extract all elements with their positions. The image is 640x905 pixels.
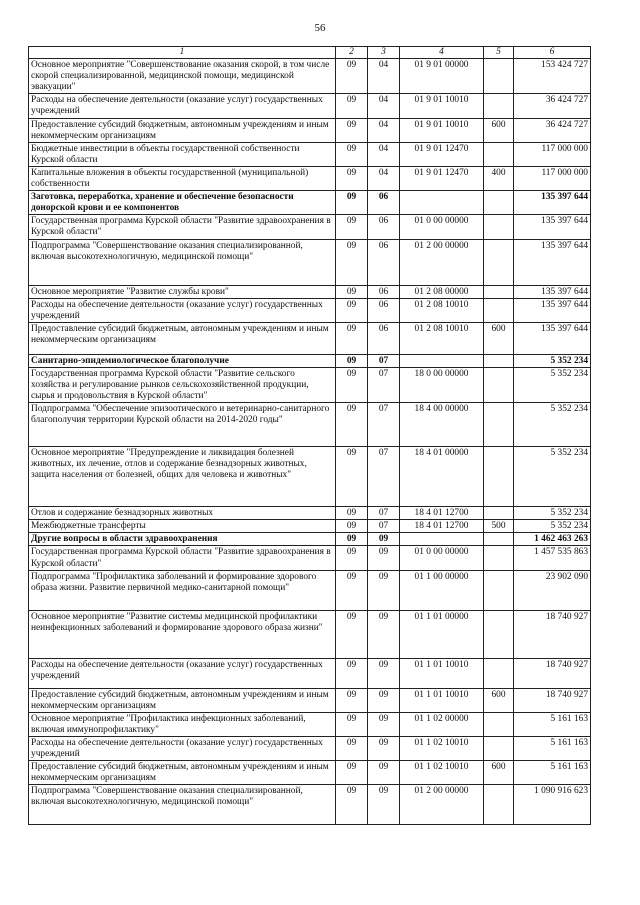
row-expense-type-cell [484,94,514,118]
row-subsection-cell: 07 [368,354,400,367]
row-subsection-cell: 07 [368,507,400,520]
row-subsection-cell: 06 [368,215,400,239]
row-expense-type-cell [484,570,514,610]
row-name-cell: Государственная программа Курской области "Развитие здравоохранения в Курской области" [29,215,336,239]
column-header-2: 2 [336,47,368,59]
row-name-cell: Государственная программа Курской области "Развитие сельского хозяйства и регулирование рынков сельскохозяйственной продукции, сырья и продовольствия в Курской области" [29,367,336,402]
row-expense-type-cell [484,215,514,239]
row-target-article-cell: 01 1 02 10010 [400,737,484,761]
row-amount-cell: 1 457 535 863 [514,546,591,570]
row-section-cell: 09 [336,403,368,447]
row-name-cell: Расходы на обеспечение деятельности (оказание услуг) государственных учреждений [29,94,336,118]
row-name-cell: Предоставление субсидий бюджетным, автономным учреждениям и иным некоммерческим организациям [29,761,336,785]
row-target-article-cell: 01 1 01 10010 [400,658,484,688]
row-section-cell: 09 [336,298,368,322]
row-subsection-cell: 06 [368,298,400,322]
row-amount-cell: 18 740 927 [514,688,591,712]
row-section-cell: 09 [336,546,368,570]
table-row [29,59,591,94]
row-target-article-cell: 01 9 01 12470 [400,142,484,166]
row-amount-cell: 5 352 234 [514,354,591,367]
row-amount-cell: 135 397 644 [514,322,591,354]
table-row [29,166,591,190]
row-expense-type-cell: 600 [484,118,514,142]
row-section-cell: 09 [336,658,368,688]
row-amount-cell: 18 740 927 [514,610,591,658]
row-amount-cell: 5 161 163 [514,712,591,736]
row-name-cell: Санитарно-эпидемиологическое благополучие [29,354,336,367]
row-subsection-cell: 09 [368,712,400,736]
row-section-cell: 09 [336,191,368,215]
row-target-article-cell: 18 4 01 00000 [400,447,484,507]
row-subsection-cell: 07 [368,367,400,402]
row-expense-type-cell [484,658,514,688]
row-target-article-cell: 01 2 00 00000 [400,785,484,825]
table-row [29,610,591,658]
row-amount-cell: 5 352 234 [514,447,591,507]
table-row [29,298,591,322]
row-expense-type-cell: 600 [484,322,514,354]
row-name-cell: Подпрограмма "Совершенствование оказания специализированной, включая высокотехнологичную, медицинской помощи" [29,785,336,825]
column-header-3: 3 [368,47,400,59]
table-row [29,118,591,142]
row-expense-type-cell [484,142,514,166]
row-target-article-cell: 01 2 08 10010 [400,298,484,322]
row-subsection-cell: 04 [368,166,400,190]
table-row [29,142,591,166]
row-section-cell: 09 [336,118,368,142]
table-header-row [29,47,591,59]
row-amount-cell: 135 397 644 [514,191,591,215]
row-expense-type-cell [484,367,514,402]
table-row [29,688,591,712]
row-name-cell: Межбюджетные трансферты [29,520,336,533]
table-row [29,546,591,570]
row-name-cell: Предоставление субсидий бюджетным, автономным учреждениям и иным некоммерческим организациям [29,118,336,142]
row-target-article-cell [400,191,484,215]
row-subsection-cell: 09 [368,610,400,658]
row-subsection-cell: 07 [368,520,400,533]
row-section-cell: 09 [336,520,368,533]
row-expense-type-cell [484,403,514,447]
table-row [29,367,591,402]
row-target-article-cell: 01 2 00 00000 [400,239,484,285]
table-row [29,354,591,367]
row-amount-cell: 1 462 463 263 [514,533,591,546]
row-section-cell: 09 [336,785,368,825]
row-target-article-cell: 01 1 02 10010 [400,761,484,785]
row-subsection-cell: 09 [368,570,400,610]
row-amount-cell: 135 397 644 [514,285,591,298]
table-row [29,737,591,761]
row-name-cell: Капитальные вложения в объекты государственной (муниципальной) собственности [29,166,336,190]
row-section-cell: 09 [336,215,368,239]
table-row [29,215,591,239]
row-subsection-cell: 09 [368,761,400,785]
row-section-cell: 09 [336,322,368,354]
row-amount-cell: 36 424 727 [514,118,591,142]
row-expense-type-cell [484,712,514,736]
row-section-cell: 09 [336,570,368,610]
row-section-cell: 09 [336,166,368,190]
row-amount-cell: 117 000 000 [514,142,591,166]
table-row [29,785,591,825]
row-expense-type-cell [484,546,514,570]
row-subsection-cell: 06 [368,285,400,298]
table-row [29,761,591,785]
table-body [29,59,591,825]
row-amount-cell: 23 902 090 [514,570,591,610]
row-name-cell: Основное мероприятие "Совершенствование оказания скорой, в том числе скорой специализированной, медицинской помощи, медицинской эвакуации" [29,59,336,94]
row-expense-type-cell: 500 [484,520,514,533]
table-row [29,94,591,118]
row-subsection-cell: 04 [368,94,400,118]
row-name-cell: Основное мероприятие "Развитие службы крови" [29,285,336,298]
row-target-article-cell [400,354,484,367]
row-amount-cell: 5 352 234 [514,520,591,533]
row-subsection-cell: 04 [368,59,400,94]
row-amount-cell: 36 424 727 [514,94,591,118]
row-section-cell: 09 [336,354,368,367]
row-subsection-cell: 09 [368,658,400,688]
row-target-article-cell: 01 9 01 10010 [400,94,484,118]
row-section-cell: 09 [336,94,368,118]
row-expense-type-cell: 600 [484,688,514,712]
row-expense-type-cell [484,239,514,285]
table-row [29,285,591,298]
row-expense-type-cell [484,737,514,761]
column-header-4: 4 [400,47,484,59]
row-amount-cell: 5 161 163 [514,737,591,761]
table-row [29,507,591,520]
row-subsection-cell: 09 [368,688,400,712]
row-name-cell: Другие вопросы в области здравоохранения [29,533,336,546]
table-row [29,658,591,688]
row-section-cell: 09 [336,507,368,520]
row-section-cell: 09 [336,761,368,785]
row-name-cell: Подпрограмма "Профилактика заболеваний и формирование здорового образа жизни. Развитие первичной медико-санитарной помощи" [29,570,336,610]
row-name-cell: Предоставление субсидий бюджетным, автономным учреждениям и иным некоммерческим организациям [29,322,336,354]
row-amount-cell: 135 397 644 [514,215,591,239]
row-subsection-cell: 06 [368,191,400,215]
table-row [29,533,591,546]
table-row [29,447,591,507]
row-expense-type-cell [484,785,514,825]
row-target-article-cell: 01 1 01 00000 [400,610,484,658]
table-row [29,712,591,736]
row-amount-cell: 1 090 916 623 [514,785,591,825]
row-target-article-cell: 18 4 00 00000 [400,403,484,447]
row-section-cell: 09 [336,142,368,166]
row-expense-type-cell [484,610,514,658]
table-row [29,322,591,354]
row-section-cell: 09 [336,737,368,761]
row-name-cell: Бюджетные инвестиции в объекты государственной собственности Курской области [29,142,336,166]
row-target-article-cell: 18 4 01 12700 [400,507,484,520]
row-amount-cell: 5 352 234 [514,507,591,520]
row-target-article-cell: 01 1 02 00000 [400,712,484,736]
row-expense-type-cell [484,191,514,215]
row-target-article-cell: 01 0 00 00000 [400,215,484,239]
row-section-cell: 09 [336,533,368,546]
row-section-cell: 09 [336,610,368,658]
table-row [29,191,591,215]
row-amount-cell: 18 740 927 [514,658,591,688]
row-section-cell: 09 [336,239,368,285]
row-name-cell: Государственная программа Курской области "Развитие здравоохранения в Курской области" [29,546,336,570]
row-name-cell: Основное мероприятие "Предупреждение и ликвидация болезней животных, их лечение, отлов и содержание безнадзорных животных, защита населения от болезней, общих для человека и животных" [29,447,336,507]
row-expense-type-cell: 400 [484,166,514,190]
row-name-cell: Отлов и содержание безнадзорных животных [29,507,336,520]
table-row [29,520,591,533]
row-amount-cell: 153 424 727 [514,59,591,94]
table-row [29,570,591,610]
column-header-1: 1 [29,47,336,59]
row-name-cell: Предоставление субсидий бюджетным, автономным учреждениям и иным некоммерческим организациям [29,688,336,712]
row-amount-cell: 5 352 234 [514,367,591,402]
row-target-article-cell: 01 1 00 00000 [400,570,484,610]
row-amount-cell: 5 161 163 [514,761,591,785]
row-expense-type-cell [484,285,514,298]
row-target-article-cell: 18 0 00 00000 [400,367,484,402]
row-amount-cell: 5 352 234 [514,403,591,447]
row-name-cell: Основное мероприятие "Развитие системы медицинской профилактики неинфекционных заболеваний и формирование здорового образа жизни" [29,610,336,658]
row-name-cell: Подпрограмма "Обеспечение эпизоотического и ветеринарно-санитарного благополучия территории Курской области на 2014-2020 годы" [29,403,336,447]
table-row [29,403,591,447]
row-subsection-cell: 06 [368,239,400,285]
row-section-cell: 09 [336,59,368,94]
row-expense-type-cell [484,298,514,322]
row-section-cell: 09 [336,285,368,298]
row-target-article-cell: 01 1 01 10010 [400,688,484,712]
row-target-article-cell: 01 2 08 00000 [400,285,484,298]
row-target-article-cell [400,533,484,546]
row-expense-type-cell [484,533,514,546]
row-name-cell: Заготовка, переработка, хранение и обеспечение безопасности донорской крови и ее компонентов [29,191,336,215]
row-expense-type-cell: 600 [484,761,514,785]
row-target-article-cell: 01 9 01 10010 [400,118,484,142]
row-subsection-cell: 09 [368,533,400,546]
row-name-cell: Расходы на обеспечение деятельности (оказание услуг) государственных учреждений [29,298,336,322]
column-header-6: 6 [514,47,591,59]
row-subsection-cell: 06 [368,322,400,354]
row-section-cell: 09 [336,367,368,402]
row-expense-type-cell [484,354,514,367]
row-target-article-cell: 01 0 00 00000 [400,546,484,570]
row-amount-cell: 135 397 644 [514,298,591,322]
row-expense-type-cell [484,447,514,507]
table-row [29,239,591,285]
row-section-cell: 09 [336,447,368,507]
row-subsection-cell: 04 [368,118,400,142]
row-target-article-cell: 01 9 01 00000 [400,59,484,94]
row-target-article-cell: 01 2 08 10010 [400,322,484,354]
row-subsection-cell: 04 [368,142,400,166]
column-header-5: 5 [484,47,514,59]
row-subsection-cell: 09 [368,785,400,825]
row-subsection-cell: 09 [368,737,400,761]
row-name-cell: Основное мероприятие "Профилактика инфекционных заболеваний, включая иммунопрофилактику" [29,712,336,736]
budget-table [28,46,591,825]
row-subsection-cell: 07 [368,447,400,507]
row-name-cell: Расходы на обеспечение деятельности (оказание услуг) государственных учреждений [29,658,336,688]
row-amount-cell: 117 000 000 [514,166,591,190]
row-section-cell: 09 [336,712,368,736]
row-section-cell: 09 [336,688,368,712]
page-number: 56 [314,22,326,34]
row-target-article-cell: 18 4 01 12700 [400,520,484,533]
row-name-cell: Расходы на обеспечение деятельности (оказание услуг) государственных учреждений [29,737,336,761]
row-subsection-cell: 07 [368,403,400,447]
row-subsection-cell: 09 [368,546,400,570]
row-amount-cell: 135 397 644 [514,239,591,285]
row-expense-type-cell [484,507,514,520]
row-name-cell: Подпрограмма "Совершенствование оказания специализированной, включая высокотехнологичную, медицинской помощи" [29,239,336,285]
row-expense-type-cell [484,59,514,94]
row-target-article-cell: 01 9 01 12470 [400,166,484,190]
